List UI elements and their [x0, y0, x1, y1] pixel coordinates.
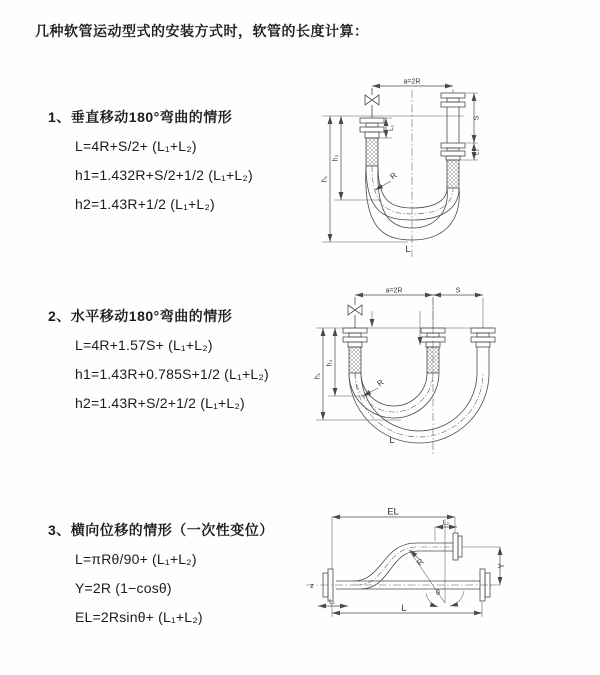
section-1-formula-h1: h1=1.432R+S/2+1/2 (L₁+L₂) — [75, 166, 253, 183]
diagram-horizontal-180-bend — [306, 282, 598, 458]
dim-label-l1: L₁ — [329, 598, 335, 606]
section-3 — [48, 515, 274, 631]
dim-label-l2: L₂ — [442, 519, 450, 527]
dim-label-r: R — [415, 556, 426, 568]
dim-label-l2: L₂ — [473, 148, 481, 156]
section-2-heading: 2、水平移动180°弯曲的情形 — [48, 307, 233, 324]
flange-fitting-middle — [421, 328, 445, 373]
hose-s-curve — [353, 543, 453, 589]
section-2-formula-h1: h1=1.43R+0.785S+1/2 (L₁+L₂) — [75, 365, 269, 382]
dim-label-y: Y — [497, 563, 506, 569]
flange-upper-displaced — [453, 533, 462, 560]
section-2 — [48, 301, 269, 417]
angle-arc-right — [450, 591, 464, 606]
dim-label-s: S — [455, 287, 461, 295]
flange-fitting-left — [343, 328, 367, 373]
braided-hose-right — [447, 160, 459, 188]
dim-label-a2r: a=2R — [385, 287, 403, 295]
flange-fitting-right — [471, 328, 495, 373]
flange-fitting-left — [360, 118, 384, 166]
section-1 — [48, 102, 253, 218]
dim-label-el: EL — [387, 506, 399, 518]
page-title: 几种软管运动型式的安装方式时，软管的长度计算： — [35, 23, 369, 39]
valve-icon — [365, 88, 379, 118]
section-1-formula-L: L=4R+S/2+ (L₁+L₂) — [75, 137, 197, 154]
flange-fitting-right — [441, 93, 465, 188]
dim-label-h2: h₂ — [326, 359, 334, 367]
centerline-z-mark: z — [310, 583, 314, 590]
hose-u-bend — [349, 373, 489, 443]
valve-icon — [348, 297, 362, 328]
dim-label-a2r: a=2R — [403, 78, 421, 86]
section-2-formula-L: L=4R+1.57S+ (L₁+L₂) — [75, 336, 213, 353]
section-2-formula-h2: h2=1.43R+S/2+1/2 (L₁+L₂) — [75, 394, 245, 411]
dim-label-theta: θ — [436, 590, 440, 597]
section-3-formula-Y: Y=2R (1−cosθ) — [75, 579, 172, 596]
braided-hose-left — [349, 347, 361, 373]
braided-hose-left — [366, 138, 378, 166]
dim-label-h2: h₂ — [332, 154, 340, 162]
dim-label-h1: h₁ — [321, 175, 329, 183]
dim-label-l-total: L — [405, 244, 411, 255]
section-3-formula-EL: EL=2Rsinθ+ (L₁+L₂) — [75, 608, 203, 625]
dimensions — [315, 288, 484, 447]
braided-hose-middle — [427, 347, 439, 373]
diagram-vertical-180-bend — [308, 74, 578, 261]
dim-label-l-total: L — [401, 603, 407, 614]
section-3-formula-L: L=πRθ/90+ (L₁+L₂) — [75, 550, 197, 567]
diagram-lateral-displacement — [298, 503, 598, 651]
dim-label-l1: L₁ — [388, 125, 395, 131]
dim-label-r: R — [388, 170, 399, 182]
dim-label-s: S — [473, 115, 481, 121]
dim-label-r: R — [375, 377, 386, 389]
section-1-formula-h2: h2=1.43R+1/2 (L₁+L₂) — [75, 195, 215, 212]
dim-label-h1: h₁ — [314, 372, 322, 380]
section-1-heading: 1、垂直移动180°弯曲的情形 — [48, 108, 233, 125]
hose-u-bend — [366, 166, 460, 240]
dimensions — [310, 507, 506, 618]
section-3-heading: 3、横向位移的情形（一次性变位） — [48, 521, 274, 538]
dim-label-l-total: L — [389, 435, 395, 446]
